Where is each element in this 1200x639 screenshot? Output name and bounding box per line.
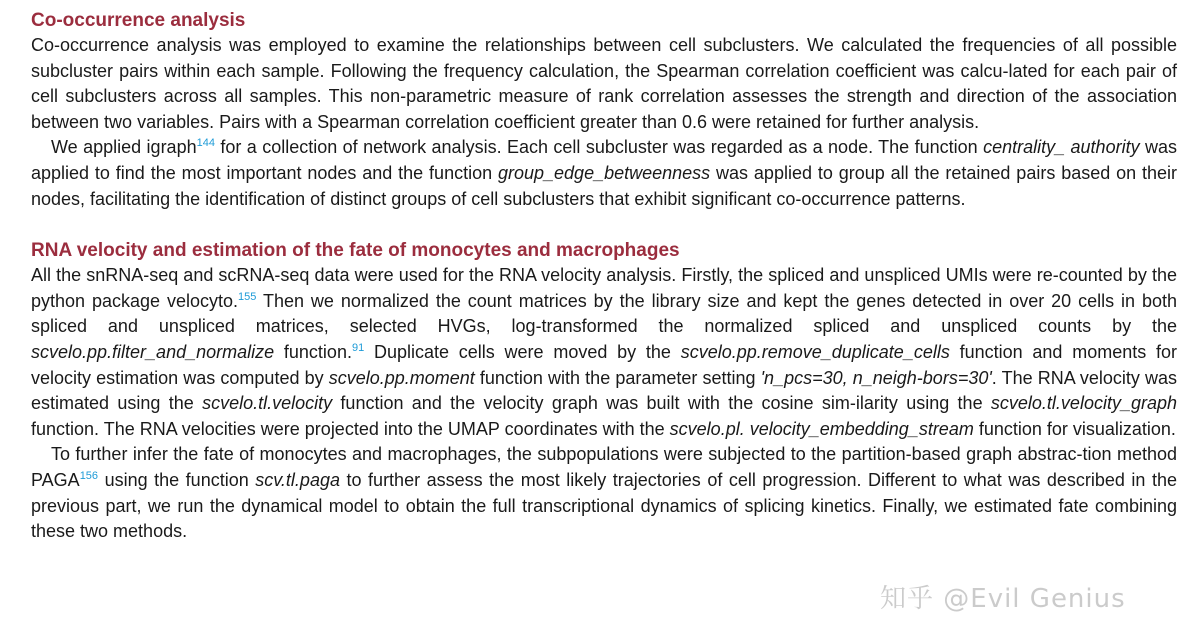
paragraph-cooccurrence-2 <box>31 135 1177 212</box>
text-run: was applied to find the most important nodes and the function <box>31 137 1178 183</box>
text-run: . The RNA velocity was estimated using the <box>31 367 1177 414</box>
code-term: scv.tl.paga <box>255 469 340 490</box>
text-run: Duplicate cells were moved by the <box>364 341 681 362</box>
text-run: for a collection of network analysis. Each cell subcluster was regarded as a node. The function <box>214 137 984 158</box>
code-term: scvelo.pp.remove_duplicate_cells <box>680 341 950 362</box>
code-term: scvelo.pp.moment <box>328 367 475 388</box>
section-gap <box>31 212 1177 238</box>
paragraph-cooccurrence-1: Co-occurrence analysis was employed to examine the relationships between cell subclusters. We calculated the frequencies of all possible subcluster pairs within each sample. Following the frequency calculation, the Spearman correlation coefficient was calcu-lated for each pair of cell subclusters across all samples. This non-parametric measure of rank correlation assesses the strength and direction of the association between two variables. Pairs with a Spearman correlation coefficient greater than 0.6 were retained for further analysis. <box>31 35 1177 132</box>
citation-156[interactable]: 156 <box>79 469 99 482</box>
section-heading-cooccurrence: Co-occurrence analysis <box>31 10 246 31</box>
text-run: was applied to group all the retained pairs based on their nodes, facilitating the identification of distinct groups of cell subclusters that exhibit significant co-occurrence patterns. <box>31 162 1178 209</box>
watermark: 知乎 @Evil Genius <box>880 584 1126 614</box>
text-run: function and the velocity graph was built with the cosine sim-ilarity using the <box>332 393 991 414</box>
citation-91[interactable]: 91 <box>351 341 365 354</box>
text-run: function with the parameter setting <box>474 367 761 388</box>
text-run: using the function <box>98 469 256 490</box>
paragraph-rna-velocity-1 <box>31 263 1177 442</box>
text-run: Then we normalized the count matrices by the library size and kept the genes detected in over 20 cells in both spliced and unspliced matrices, selected HVGs, log-transformed the normalized spliced and unspliced counts by the <box>31 290 1177 337</box>
text-run: function. <box>274 341 352 362</box>
code-term: scvelo.pl. velocity_embedding_stream <box>669 418 974 439</box>
paragraph-rna-velocity-2 <box>31 442 1177 544</box>
text-run: We applied igraph <box>51 137 197 158</box>
text-run: to further assess the most likely trajectories of cell progression. Different to what was described in the previous part, we run the dynamical model to obtain the full transcriptional dynamics of splicing kinetics. Finally, we estimated fate combining these two methods. <box>31 469 1177 542</box>
text-run: function. The RNA velocities were projected into the UMAP coordinates with the <box>31 418 670 439</box>
code-term: scvelo.pp.filter_and_normalize <box>31 341 275 362</box>
section-heading-rna-velocity: RNA velocity and estimation of the fate of monocytes and macrophages <box>31 240 680 262</box>
text-run: function for visualization. <box>973 418 1176 439</box>
text-run: function and moments for velocity estimation was computed by <box>31 341 1178 388</box>
text-run: To further infer the fate of monocytes and macrophages, the subpopulations were subjected to the partition-based graph abstrac-tion method PAGA <box>31 444 1177 490</box>
citation-155[interactable]: 155 <box>238 290 257 303</box>
citation-144[interactable]: 144 <box>196 137 215 150</box>
code-term: scvelo.tl.velocity_graph <box>990 393 1177 414</box>
code-term: scvelo.tl.velocity <box>202 393 333 414</box>
code-term-centrality-authority: centrality_ authority <box>983 137 1140 158</box>
text-run: All the snRNA-seq and scRNA-seq data were used for the RNA velocity analysis. Firstly, the spliced and unspliced UMIs were re-counted by the python package velocyto. <box>31 265 1177 311</box>
code-term: 'n_pcs=30, n_neigh-bors=30' <box>760 367 992 388</box>
code-term-group-edge-betweenness: group_edge_betweenness <box>497 162 711 183</box>
article-body <box>31 8 1177 545</box>
